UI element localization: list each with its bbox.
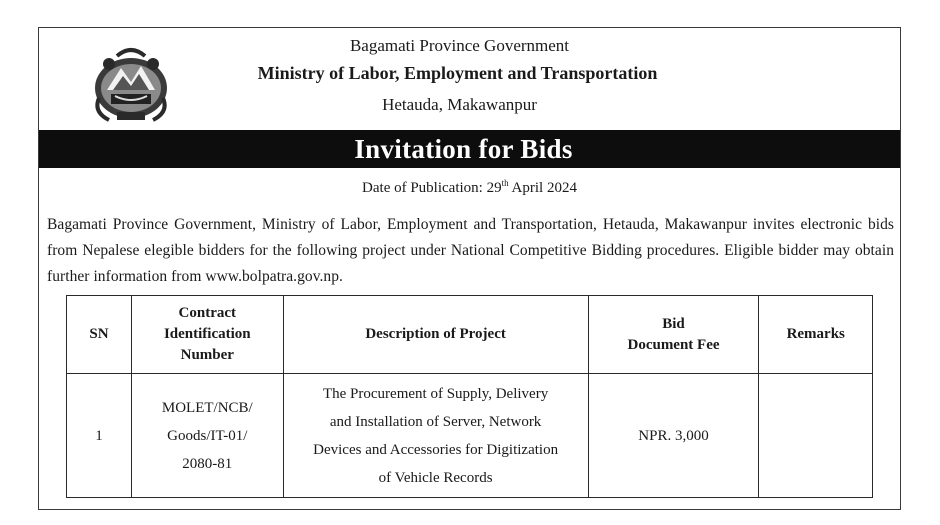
contract-id-line: MOLET/NCB/	[161, 399, 253, 416]
publication-month-year: April 2024	[508, 180, 577, 196]
contract-id-header-line: Contract	[178, 305, 237, 321]
contract-id-header-line: Identification	[163, 326, 251, 342]
fee-header-line: Document Fee	[627, 336, 720, 353]
cell-contract-id	[131, 374, 283, 498]
contract-id-line: Goods/IT-01/	[167, 427, 248, 444]
notice-title: Invitation for Bids	[354, 134, 573, 164]
column-header-remarks: Remarks	[759, 296, 873, 374]
column-header-sn: SN	[67, 296, 132, 374]
table-row	[67, 374, 873, 498]
contract-id-line: 2080-81	[182, 455, 233, 472]
cell-fee: NPR. 3,000	[588, 374, 759, 498]
column-header-description: Description of Project	[283, 296, 588, 374]
contract-id-header-line: Number	[180, 347, 234, 363]
table-header-row	[67, 296, 873, 374]
fee-header-line: Bid	[662, 315, 685, 332]
description-line: The Procurement of Supply, Delivery	[322, 385, 549, 402]
publication-day: 29	[486, 180, 502, 196]
column-header-fee	[588, 296, 759, 374]
bid-table	[66, 295, 873, 498]
intro-paragraph: Bagamati Province Government, Ministry of Labor, Employment and Transportation, Hetauda, Makawanpur invites electronic bids from Nepalese elegible bidders for the following project under National Competitive Bidding procedures. Eligible bidder may obtain further information from www.bolpatra.gov.np.	[47, 216, 894, 285]
description-line: of Vehicle Records	[378, 469, 493, 486]
government-name: Bagamati Province Government	[349, 36, 570, 55]
description-line: and Installation of Server, Network	[329, 413, 542, 430]
publication-date-label: Date of Publication:	[362, 180, 487, 196]
description-line: Devices and Accessories for Digitization	[313, 441, 559, 458]
ministry-name: Ministry of Labor, Employment and Transportation	[257, 63, 658, 83]
cell-remarks	[759, 374, 873, 498]
cell-description	[283, 374, 588, 498]
publication-day-suffix: th	[501, 178, 509, 188]
publication-date	[39, 178, 900, 197]
bid-notice	[38, 27, 901, 510]
column-header-contract-id	[131, 296, 283, 374]
office-location: Hetauda, Makawanpur	[382, 95, 537, 114]
cell-sn: 1	[67, 374, 132, 498]
notice-title-banner	[39, 130, 900, 168]
